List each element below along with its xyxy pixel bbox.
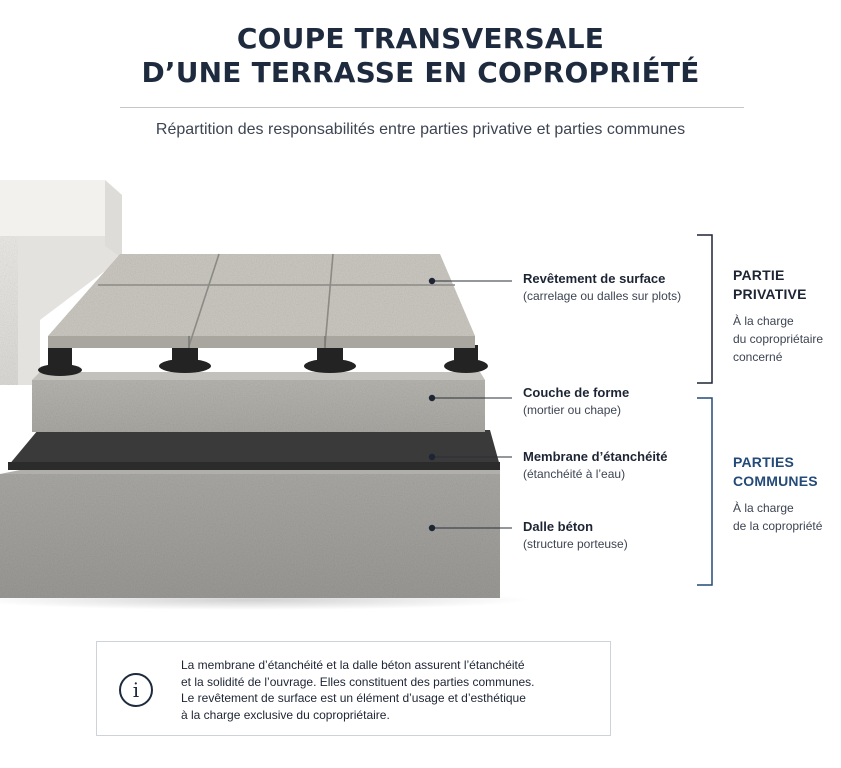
label-membrane-title: Membrane d’étanchéité	[523, 449, 668, 464]
pedestal-3	[304, 346, 356, 373]
screed-layer	[32, 372, 485, 432]
note-line-3: Le revêtement de surface est un élément d’usage et d’esthétique	[181, 691, 526, 705]
marker-dot-screed	[429, 395, 435, 401]
group-common-heading-1: PARTIES	[733, 454, 795, 470]
membrane-layer	[8, 430, 500, 470]
label-slab	[523, 518, 723, 553]
label-screed-subtitle: (mortier ou chape)	[523, 403, 622, 417]
label-screed	[523, 384, 723, 419]
label-membrane	[523, 448, 723, 483]
label-surface-subtitle: (carrelage ou dalles sur plots)	[523, 289, 682, 303]
label-surface	[523, 270, 723, 305]
group-common	[733, 453, 841, 535]
label-slab-title: Dalle béton	[523, 519, 594, 534]
note-line-4: à la charge exclusive du copropriétaire.	[181, 707, 390, 722]
surface-tiles-layer	[48, 254, 475, 348]
pedestal-4	[444, 345, 488, 373]
marker-dot-surface	[429, 278, 435, 284]
group-common-description	[733, 499, 841, 535]
info-note-box	[96, 641, 611, 736]
group-private	[733, 266, 841, 366]
page-subtitle: Répartition des responsabilités entre parties privative et parties communes	[155, 121, 686, 138]
bracket-private	[697, 235, 712, 383]
label-screed-title: Couche de forme	[523, 385, 630, 400]
group-private-desc-2: du copropriétaire	[733, 332, 824, 346]
note-line-1: La membrane d’étanchéité et la dalle béton assurent l’étanchéité	[181, 658, 525, 672]
group-private-desc-1: À la charge	[733, 314, 794, 328]
bracket-common	[697, 398, 712, 585]
label-slab-subtitle: (structure porteuse)	[523, 537, 628, 551]
note-line-2: et la solidité de l’ouvrage. Elles constituent des parties communes.	[181, 674, 535, 689]
group-private-description	[733, 312, 841, 366]
group-common-desc-1: À la charge	[733, 501, 794, 515]
pedestal-1	[38, 348, 82, 376]
group-common-desc-2: de la copropriété	[733, 519, 823, 533]
info-note-text	[181, 657, 601, 723]
marker-dot-membrane	[429, 454, 435, 460]
marker-dot-slab	[429, 525, 435, 531]
concrete-slab-layer	[0, 466, 500, 598]
group-common-heading-2: COMMUNES	[733, 473, 818, 489]
title-line-2: D’UNE TERRASSE EN COPROPRIÉTÉ	[141, 56, 700, 89]
label-surface-title: Revêtement de surface	[523, 271, 666, 286]
title-line-1: COUPE TRANSVERSALE	[236, 22, 605, 55]
group-private-heading-1: PARTIE	[733, 267, 785, 283]
label-membrane-subtitle: (étanchéité à l’eau)	[523, 467, 626, 481]
info-icon: i	[119, 673, 153, 707]
group-private-heading-2: PRIVATIVE	[733, 286, 807, 302]
pedestal-supports	[38, 345, 488, 376]
pedestal-2	[159, 346, 211, 373]
group-private-desc-3: concerné	[733, 350, 783, 364]
